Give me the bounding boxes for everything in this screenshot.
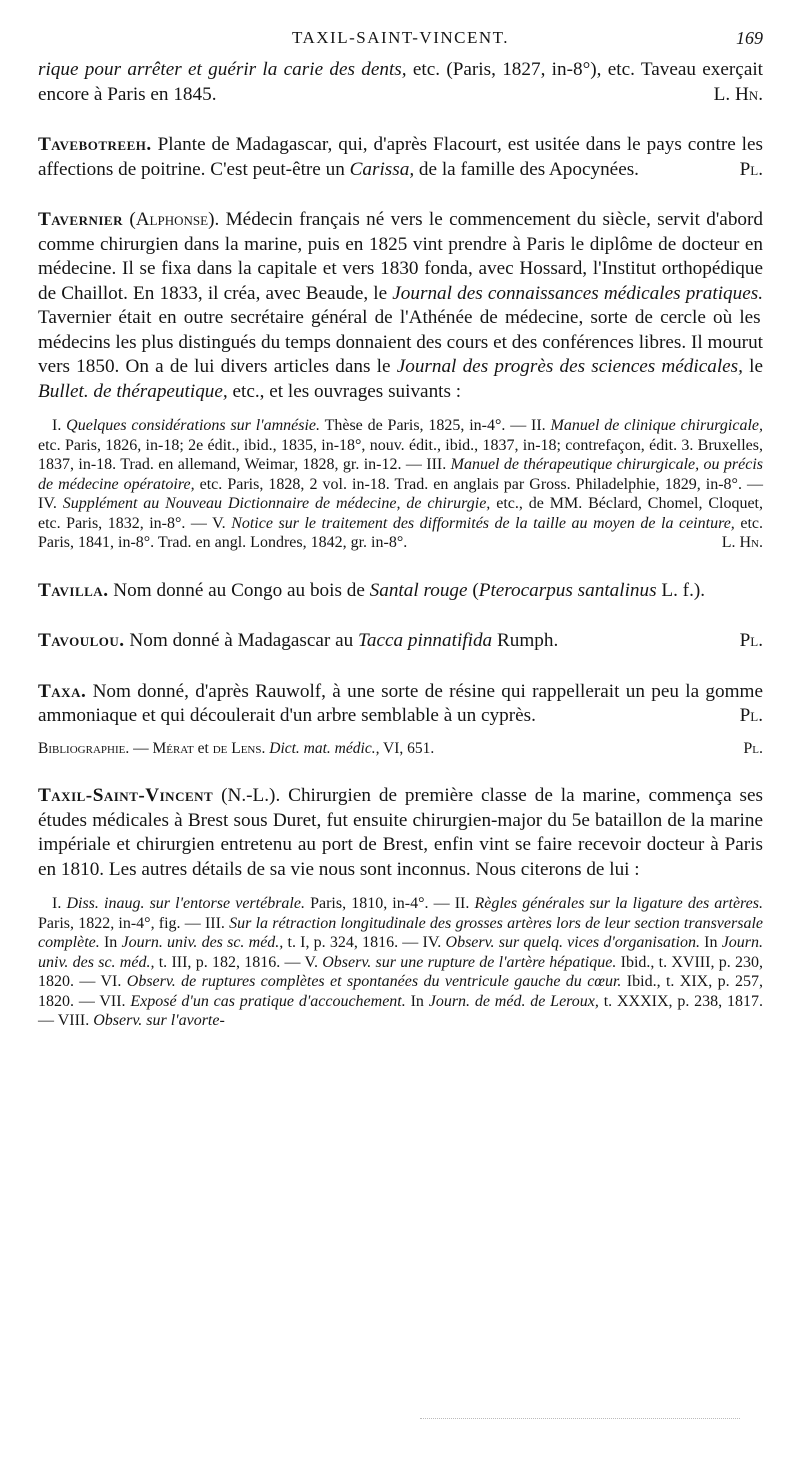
text-run: In: [405, 992, 429, 1010]
text-run: Paris, 1822, in-4°, fig. — III.: [38, 914, 230, 932]
text-run: Journal des connaissances médicales pratiques.: [392, 282, 763, 304]
text-run: Quelques considérations sur l'amnésie.: [66, 417, 321, 434]
text-run: Manuel de thérapeutique chirurgicale, ou précis de médecine opératoire,: [38, 456, 763, 493]
text-run: I.: [52, 895, 67, 912]
text-run: Diss. inaug. sur l'entorse vertébrale.: [66, 895, 305, 912]
text-run: Tavernier était en outre secrétaire général de l'Athénée de médecine, sorte de cercle où les médecins les plus distingués du temps donnaient des cours et des conférences libres. Il mourut vers 1850. On a de lui divers articles dans le: [38, 307, 763, 377]
page: [38, 28, 763, 1031]
text-run: et: [193, 739, 213, 757]
intro-signature: L. Hn.: [713, 83, 763, 105]
text-run: (: [467, 579, 479, 601]
text-run: Carissa,: [349, 158, 415, 180]
text-run: Supplément au Nouveau Dictionnaire de médecine, de chirurgie,: [62, 495, 491, 512]
text-run: —: [129, 739, 153, 757]
entry-head-suffix: (Alphonse).: [122, 209, 220, 230]
entry-signature: Pl.: [739, 705, 763, 726]
entry-paragraph: [38, 680, 763, 729]
bibliography-label: Bibliographie.: [38, 739, 130, 757]
intro-paragraph: [38, 58, 763, 107]
entry-bibliography: [38, 894, 763, 1031]
text-run: Journal des progrès des sciences médicales,: [396, 356, 743, 377]
running-header: [38, 28, 763, 58]
entry-headword: Taxil-Saint-Vincent: [38, 785, 214, 806]
text-run: etc., et les ouvrages suivants :: [227, 380, 462, 402]
text-run: le: [742, 356, 763, 377]
text-run: etc., de MM. Béclard, Chomel, Cloquet, etc. Paris, 1832, in-8°. — V.: [38, 495, 764, 532]
footer-rule: [420, 1418, 740, 1419]
page-number: 169: [736, 28, 763, 48]
entry-bibliography: [38, 416, 763, 553]
entry-signature: Pl.: [739, 630, 763, 651]
bibliography-line: [38, 739, 763, 759]
entry-headword: Taxa.: [38, 680, 87, 702]
entry-head-suffix: (N.-L.).: [213, 785, 281, 806]
entry-headword: Tavebotreeh.: [38, 134, 152, 155]
entry-paragraph: [38, 784, 763, 882]
text-run: Notice sur le traitement des difformités de la taille au moyen de la ceinture,: [231, 514, 735, 532]
dictionary-entry: [38, 629, 763, 654]
text-run: de la famille des Apocynées.: [414, 158, 639, 180]
entry-paragraph: [38, 133, 763, 182]
text-run: Sur la rétraction longitudinale des grosses artères lors de leur section transversale complète.: [38, 914, 763, 951]
text-run: Dict. mat. médic.,: [269, 739, 380, 757]
text-run: In: [699, 934, 722, 951]
text-run: Nom donné à Madagascar au: [124, 630, 358, 651]
text-run: Journ. de méd. de Leroux,: [428, 992, 599, 1010]
text-run: Paris, 1810, in-4°. — II.: [304, 895, 475, 912]
text-run: Manuel de clinique chirurgicale,: [550, 417, 764, 434]
text-run: de Lens.: [212, 739, 266, 757]
text-run: Journ. univ. des sc. méd.,: [121, 934, 284, 951]
text-run: Ibid., t. XVIII, p. 230, 1820. — VI.: [38, 953, 763, 990]
text-run: Thèse de Paris, 1825, in-4°. — II.: [320, 417, 551, 434]
text-run: t. I, p. 324, 1816. — IV.: [283, 934, 446, 951]
entry-signature: L. Hn.: [721, 534, 763, 551]
running-title: TAXIL-SAINT-VINCENT.: [291, 28, 510, 47]
text-run: Bullet. de thérapeutique,: [38, 380, 228, 402]
text-run: Règles générales sur la ligature des artères.: [474, 895, 764, 912]
text-run: Rumph.: [492, 630, 559, 651]
text-run: etc. Paris, 1828, 2 vol. in-18. Trad. en anglais par Gross. Philadelphie, 1829, in-8°. — IV.: [38, 475, 763, 512]
text-run: Mérat: [152, 739, 194, 757]
text-run: t. III, p. 182, 1816. — V.: [154, 953, 323, 971]
dictionary-entry: [38, 208, 763, 553]
text-run: Exposé d'un cas pratique d'accouchement.: [130, 992, 406, 1010]
text-run: etc. Paris, 1826, in-18; 2e édit., ibid., 1835, in-18°, nouv. édit., ibid., 1837, in-18; contrefaçon, édit. 3. Bruxelles, 1837, in-18. Trad. en allemand, Weimar, 1828, gr. in-12. — III.: [38, 436, 763, 473]
text-run: Observ. sur une rupture de l'artère hépatique.: [322, 953, 617, 971]
entry-signature: Pl.: [739, 158, 763, 180]
dictionary-entry: [38, 579, 763, 604]
intro-italic: rique pour arrêter et guérir la carie des dents,: [38, 59, 407, 80]
text-run: Journ. univ. des sc. méd.,: [38, 934, 764, 971]
text-run: Tacca pinnatifida: [357, 630, 493, 651]
intro-text: etc. (Paris, 1827, in-8°), etc. Taveau exerçait encore à Paris en 1845.: [38, 59, 763, 105]
text-run: VI, 651.: [379, 739, 435, 757]
text-run: Observ. sur quelq. vices d'organisation.: [445, 934, 700, 951]
bibliography-signature: Pl.: [743, 739, 763, 757]
dictionary-entry: [38, 133, 763, 182]
dictionary-entry: [38, 680, 763, 759]
entry-headword: Tavernier: [38, 209, 123, 230]
text-run: Observ. sur l'avorte-: [93, 1012, 225, 1029]
text-run: Pterocarpus santalinus: [478, 579, 657, 601]
text-run: t. XXXIX, p. 238, 1817. — VIII.: [38, 992, 764, 1029]
text-run: Nom donné au Congo au bois de: [108, 579, 370, 601]
text-run: Médecin français né vers le commencement du siècle, servit d'abord comme chirurgien dans la marine, puis en 1825 vint prendre à Paris le diplôme de docteur en médecine. Il se fixa dans la capitale et vers 1830 fonda, avec Hossard, l'Institut orthopédique de Chaillot. En 1833, il créa, avec Beaude, le: [38, 209, 763, 304]
entry-headword: Tavoulou.: [38, 630, 125, 651]
text-run: Chirurgien de première classe de la marine, commença ses études médicales à Brest sous Duret, fut ensuite chirurgien-major du 5e bataillon de la marine impériale et chirurgien entretenu au port de Brest, enfin vint se faire recevoir docteur à Paris en 1810. Les autres détails de sa vie nous sont inconnus. Nous citerons de lui :: [38, 785, 763, 880]
text-run: In: [99, 934, 122, 951]
entry-paragraph: [38, 208, 763, 404]
text-run: L. f.).: [656, 579, 706, 601]
entry-paragraph: [38, 629, 763, 654]
text-run: Ibid., t. XIX, p. 257, 1820. — VII.: [38, 973, 764, 1010]
text-run: Nom donné, d'après Rauwolf, à une sorte de résine qui rappellerait un peu la gomme ammoniaque et qui découlerait d'un arbre semblable à un cyprès.: [38, 680, 763, 726]
text-run: I.: [52, 417, 67, 434]
entry-paragraph: [38, 579, 763, 604]
text-run: Plante de Madagascar, qui, d'après Flacourt, est usitée dans le pays contre les affections de poitrine. C'est peut-être un: [38, 134, 763, 180]
text-run: Santal rouge: [369, 579, 468, 601]
text-run: etc. Paris, 1841, in-8°. Trad. en angl. Londres, 1842, gr. in-8°.: [38, 514, 763, 551]
dictionary-entry: [38, 784, 763, 1031]
entries-list: [38, 133, 763, 1031]
entry-headword: Tavilla.: [38, 579, 109, 601]
text-run: Observ. de ruptures complètes et spontanées du ventricule gauche du cœur.: [126, 973, 622, 990]
